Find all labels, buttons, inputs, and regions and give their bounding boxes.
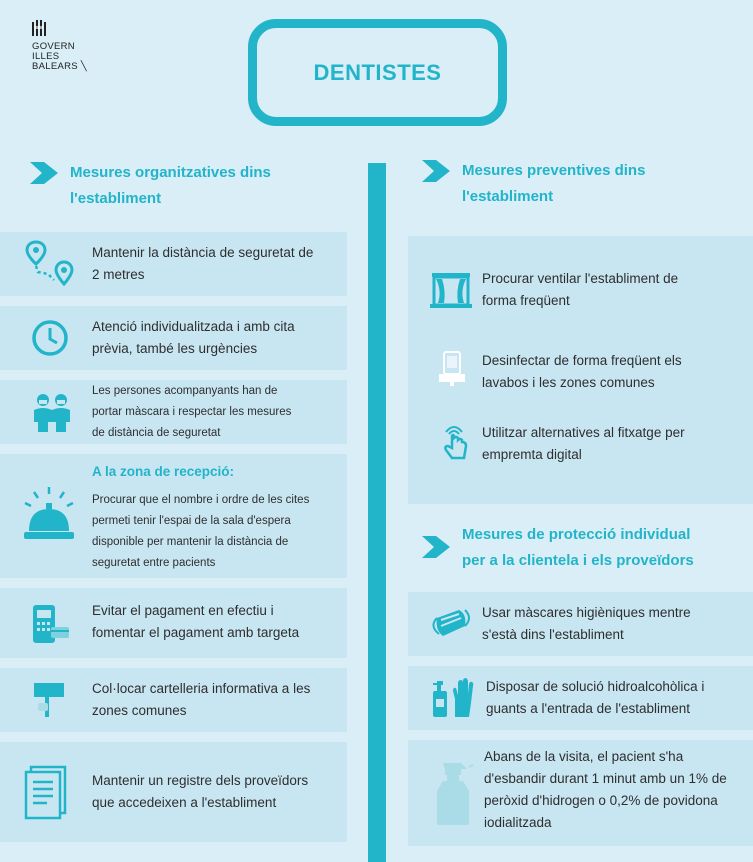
measure-card	[408, 592, 753, 656]
measure-text-line: guants a l'entrada de l'establiment	[486, 701, 691, 716]
measure-card	[408, 666, 753, 730]
chevron-right-icon	[30, 162, 58, 184]
measure-text-line: empremta digital	[482, 447, 582, 462]
measure-card-reception	[0, 454, 347, 578]
page-title: DENTISTES	[313, 59, 442, 85]
measure-text-line: 2 metres	[92, 267, 145, 282]
measure-text-line: de distància de seguretat	[92, 427, 221, 439]
sanitizer-gloves-icon	[428, 676, 478, 722]
measure-text-line: d'esbandir durant 1 minut amb un 1% de	[484, 771, 727, 786]
section-heading-line: Mesures preventives dins	[462, 162, 646, 179]
section-heading-line: l'establiment	[462, 188, 554, 205]
logo-line-2: ILLES	[32, 51, 60, 62]
measure-text-line: Desinfectar de forma freqüent els	[482, 353, 682, 368]
measure-card	[0, 742, 347, 842]
measure-text-line: iodialitzada	[484, 815, 552, 830]
measure-text-line: seguretat entre pacients	[92, 557, 216, 569]
measure-card	[408, 740, 753, 846]
window-ventilation-icon	[428, 268, 474, 312]
face-mask-icon	[428, 602, 474, 646]
center-divider	[368, 163, 386, 862]
location-route-icon	[22, 240, 78, 288]
measure-text-line: Mantenir la distància de seguretat de	[92, 245, 314, 260]
measure-text-line: forma freqüent	[482, 293, 570, 308]
measure-text-line: disponible per mantenir la distància de	[92, 536, 289, 548]
measure-text-line: Les persones acompanyants han de	[92, 385, 278, 397]
logo-line-1: GOVERN	[32, 41, 75, 52]
measure-text-line: zones comunes	[92, 703, 187, 718]
people-mask-icon	[28, 390, 76, 434]
soap-dispenser-icon	[432, 348, 472, 392]
measure-text-line: Procurar ventilar l'establiment de	[482, 271, 679, 286]
measure-text-line: Abans de la visita, el pacient s'ha	[484, 749, 684, 764]
measure-card	[0, 380, 347, 444]
card-payment-icon	[28, 600, 72, 648]
measure-text-line: lavabos i les zones comunes	[482, 375, 655, 390]
page-title-box	[248, 19, 507, 126]
measure-card	[0, 668, 347, 732]
reception-bell-icon	[20, 484, 78, 546]
chevron-right-icon	[422, 536, 450, 558]
section-heading-protection	[422, 522, 694, 574]
measure-text-line: Mantenir un registre dels proveïdors	[92, 773, 309, 788]
measure-text-line: Utilitzar alternatives al fitxatge per	[482, 425, 685, 440]
section-heading-line: l'establiment	[70, 190, 162, 207]
logo-line-3: BALEARS ╲	[32, 61, 87, 72]
section-heading-preventive	[422, 158, 645, 210]
measure-text-line: permeti tenir l'espai de la sala d'espera	[92, 515, 291, 527]
measure-card	[0, 306, 347, 370]
measure-text-line: Disposar de solució hidroalcohòlica i	[486, 679, 705, 694]
measure-card	[0, 232, 347, 296]
clock-icon	[28, 316, 72, 360]
measure-text-line: Procurar que el nombre i ordre de les cites	[92, 494, 310, 506]
sign-poster-icon	[28, 678, 72, 724]
section-heading-line: per a la clientela i els proveïdors	[462, 552, 694, 569]
chevron-right-icon	[422, 160, 450, 182]
measure-text-line: prèvia, també les urgències	[92, 341, 258, 356]
measure-text-line: Col·locar cartelleria informativa a les	[92, 681, 311, 696]
section-heading-organizational	[30, 160, 271, 212]
reception-subtitle: A la zona de recepció:	[92, 464, 235, 479]
spray-bottle-icon	[432, 760, 476, 828]
section-heading-line: Mesures de protecció individual	[462, 526, 691, 543]
document-list-icon	[22, 764, 70, 822]
measure-text-line: que accedeixen a l'establiment	[92, 795, 277, 810]
section-heading-line: Mesures organitzatives dins	[70, 164, 271, 181]
measure-text-line: peròxid d'hidrogen o 0,2% de povidona	[484, 793, 718, 808]
measure-text-line: portar màscara i respectar les mesures	[92, 406, 292, 418]
fingerprint-touch-icon	[434, 420, 474, 466]
measure-card	[0, 588, 347, 658]
govern-illes-balears-logo	[32, 20, 87, 72]
measure-text-line: Usar màscares higièniques mentre	[482, 605, 691, 620]
measure-text-line: Atenció individualitzada i amb cita	[92, 319, 295, 334]
measure-text-line: fomentar el pagament amb targeta	[92, 625, 300, 640]
measure-card-group-preventive	[408, 236, 753, 504]
government-emblem-icon	[32, 20, 46, 36]
measure-text-line: s'està dins l'establiment	[482, 627, 624, 642]
measure-text-line: Evitar el pagament en efectiu i	[92, 603, 274, 618]
